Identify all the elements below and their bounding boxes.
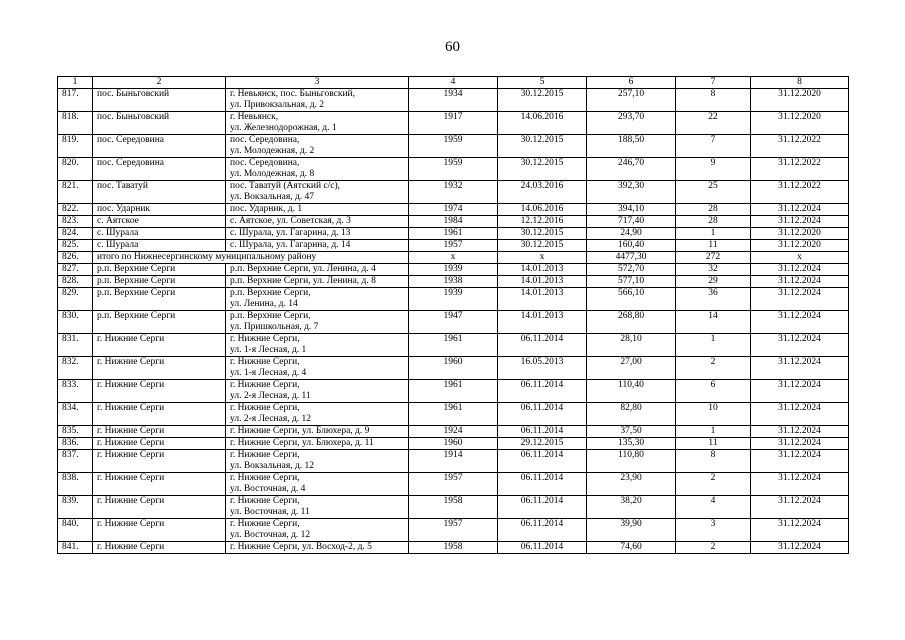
deadline-cell: 31.12.2024 xyxy=(751,311,849,334)
address-line: г. Нижние Серги, xyxy=(230,519,300,529)
people-cell: 29 xyxy=(676,276,751,288)
address-line: г. Нижние Серги, xyxy=(230,334,300,344)
people-cell: 11 xyxy=(676,240,751,252)
address-cell xyxy=(226,403,409,426)
area-cell: 28,10 xyxy=(587,334,676,357)
address-line: г. Нижние Серги, ул. Восход-2, д. 5 xyxy=(230,542,372,552)
area-cell: 110,40 xyxy=(587,380,676,403)
table-row xyxy=(58,496,849,519)
date-cell: 16.05.2013 xyxy=(498,357,587,380)
table-row xyxy=(58,334,849,357)
date-cell: 30.12.2015 xyxy=(498,89,587,112)
table-row xyxy=(58,228,849,240)
address-cell xyxy=(226,311,409,334)
date-cell: 30.12.2015 xyxy=(498,158,587,181)
table-row xyxy=(58,112,849,135)
address-cell xyxy=(226,264,409,276)
row-number: 837. xyxy=(58,450,93,473)
people-cell: 6 xyxy=(676,380,751,403)
table-row xyxy=(58,158,849,181)
people-cell: 1 xyxy=(676,334,751,357)
table-row xyxy=(58,542,849,554)
address-cell xyxy=(226,496,409,519)
deadline-cell: 31.12.2024 xyxy=(751,357,849,380)
row-number: 825. xyxy=(58,240,93,252)
area-cell: 394,10 xyxy=(587,204,676,216)
table-row xyxy=(58,403,849,426)
date-cell: 24.03.2016 xyxy=(498,181,587,204)
address-line: г. Нижние Серги, xyxy=(230,473,300,483)
deadline-cell: 31.12.2020 xyxy=(751,89,849,112)
area-cell: 577,10 xyxy=(587,276,676,288)
date-cell: 14.06.2016 xyxy=(498,204,587,216)
address-line: р.п. Верхние Серги, xyxy=(230,311,311,321)
deadline-cell: 31.12.2020 xyxy=(751,228,849,240)
deadline-cell: 31.12.2024 xyxy=(751,216,849,228)
table-row xyxy=(58,473,849,496)
row-number: 823. xyxy=(58,216,93,228)
people-cell: 1 xyxy=(676,426,751,438)
deadline-cell: 31.12.2022 xyxy=(751,181,849,204)
table-row xyxy=(58,519,849,542)
deadline-cell: 31.12.2024 xyxy=(751,542,849,554)
date-cell: 14.01.2013 xyxy=(498,311,587,334)
table-row xyxy=(58,380,849,403)
area-cell: 4477,30 xyxy=(587,252,676,264)
locality-cell: с. Аятское xyxy=(93,216,226,228)
locality-cell: г. Нижние Серги xyxy=(93,473,226,496)
year-cell: 1957 xyxy=(409,240,498,252)
address-line: ул. 1-я Лесная, д. 1 xyxy=(230,345,307,355)
address-line: г. Нижние Серги, xyxy=(230,403,300,413)
row-number: 836. xyxy=(58,438,93,450)
year-cell: 1974 xyxy=(409,204,498,216)
row-number: 817. xyxy=(58,89,93,112)
address-line: пос. Ударник, д. 1 xyxy=(230,204,303,214)
address-line: ул. Молодежная, д. 8 xyxy=(230,169,315,179)
year-cell: 1939 xyxy=(409,264,498,276)
row-number: 822. xyxy=(58,204,93,216)
total-label: итого по Нижнесергинскому муниципальному району xyxy=(97,252,317,262)
column-header: 2 xyxy=(93,77,226,89)
row-number: 840. xyxy=(58,519,93,542)
locality-cell: г. Нижние Серги xyxy=(93,380,226,403)
locality-cell: г. Нижние Серги xyxy=(93,438,226,450)
address-line: ул. Молодежная, д. 2 xyxy=(230,146,315,156)
area-cell: 566,10 xyxy=(587,288,676,311)
address-line: с. Шурала, ул. Гагарина, д. 14 xyxy=(230,240,351,250)
date-cell: 30.12.2015 xyxy=(498,240,587,252)
area-cell: 74,60 xyxy=(587,542,676,554)
area-cell: 572,70 xyxy=(587,264,676,276)
address-line: ул. Восточная, д. 11 xyxy=(230,507,310,517)
deadline-cell: х xyxy=(751,252,849,264)
table-row xyxy=(58,276,849,288)
date-cell: 14.01.2013 xyxy=(498,276,587,288)
row-number: 820. xyxy=(58,158,93,181)
deadline-cell: 31.12.2024 xyxy=(751,450,849,473)
year-cell: 1984 xyxy=(409,216,498,228)
year-cell: 1924 xyxy=(409,426,498,438)
year-cell: 1961 xyxy=(409,403,498,426)
people-cell: 7 xyxy=(676,135,751,158)
table-row xyxy=(58,204,849,216)
column-header: 3 xyxy=(226,77,409,89)
row-number: 818. xyxy=(58,112,93,135)
address-cell xyxy=(226,228,409,240)
date-cell: 06.11.2014 xyxy=(498,403,587,426)
row-number: 838. xyxy=(58,473,93,496)
date-cell: 06.11.2014 xyxy=(498,426,587,438)
address-line: ул. 1-я Лесная, д. 4 xyxy=(230,368,307,378)
date-cell: 06.11.2014 xyxy=(498,496,587,519)
address-line: г. Нижние Серги, xyxy=(230,496,300,506)
locality-cell: с. Шурала xyxy=(93,240,226,252)
year-cell: 1961 xyxy=(409,380,498,403)
year-cell: 1917 xyxy=(409,112,498,135)
locality-cell: г. Нижние Серги xyxy=(93,542,226,554)
locality-cell: с. Шурала xyxy=(93,228,226,240)
column-header: 6 xyxy=(587,77,676,89)
column-header: 1 xyxy=(58,77,93,89)
year-cell: 1959 xyxy=(409,158,498,181)
locality-cell: г. Нижние Серги xyxy=(93,334,226,357)
year-cell: 1939 xyxy=(409,288,498,311)
address-cell xyxy=(226,112,409,135)
address-cell xyxy=(226,204,409,216)
deadline-cell: 31.12.2024 xyxy=(751,264,849,276)
people-cell: 28 xyxy=(676,204,751,216)
row-number: 821. xyxy=(58,181,93,204)
locality-cell: г. Нижние Серги xyxy=(93,496,226,519)
table-body xyxy=(58,77,849,554)
address-line: пос. Середовина, xyxy=(230,135,300,145)
address-cell xyxy=(226,240,409,252)
address-line: р.п. Верхние Серги, ул. Ленина, д. 4 xyxy=(230,264,376,274)
column-header: 4 xyxy=(409,77,498,89)
row-number: 828. xyxy=(58,276,93,288)
year-cell: 1957 xyxy=(409,473,498,496)
deadline-cell: 31.12.2020 xyxy=(751,240,849,252)
row-number: 835. xyxy=(58,426,93,438)
row-number: 831. xyxy=(58,334,93,357)
year-cell: 1960 xyxy=(409,438,498,450)
address-line: г. Нижние Серги, xyxy=(230,450,300,460)
table-row xyxy=(58,216,849,228)
area-cell: 110,80 xyxy=(587,450,676,473)
address-line: с. Аятское, ул. Советская, д. 3 xyxy=(230,216,351,226)
date-cell: 14.01.2013 xyxy=(498,264,587,276)
address-line: г. Нижние Серги, xyxy=(230,380,300,390)
address-line: пос. Таватуй (Аятский с/с), xyxy=(230,181,341,191)
year-cell: 1938 xyxy=(409,276,498,288)
locality-cell: р.п. Верхние Серги xyxy=(93,288,226,311)
address-line: г. Нижние Серги, ул. Блюхера, д. 11 xyxy=(230,438,374,448)
row-number: 826. xyxy=(58,252,93,264)
address-line: ул. Восточная, д. 4 xyxy=(230,484,306,494)
table-row xyxy=(58,264,849,276)
address-line: ул. 2-я Лесная, д. 11 xyxy=(230,391,311,401)
area-cell: 293,70 xyxy=(587,112,676,135)
address-cell xyxy=(226,357,409,380)
deadline-cell: 31.12.2024 xyxy=(751,276,849,288)
locality-cell: г. Нижние Серги xyxy=(93,403,226,426)
area-cell: 268,80 xyxy=(587,311,676,334)
people-cell: 11 xyxy=(676,438,751,450)
address-line: ул. Вокзальная, д. 12 xyxy=(230,461,315,471)
row-number: 830. xyxy=(58,311,93,334)
area-cell: 27,00 xyxy=(587,357,676,380)
locality-cell: пос. Таватуй xyxy=(93,181,226,204)
table-row xyxy=(58,438,849,450)
deadline-cell: 31.12.2024 xyxy=(751,438,849,450)
date-cell: 30.12.2015 xyxy=(498,228,587,240)
table-header-row xyxy=(58,77,849,89)
address-line: ул. Железнодорожная, д. 1 xyxy=(230,123,337,133)
table-row xyxy=(58,288,849,311)
people-cell: 9 xyxy=(676,158,751,181)
table-row xyxy=(58,426,849,438)
row-number: 833. xyxy=(58,380,93,403)
people-cell: 10 xyxy=(676,403,751,426)
deadline-cell: 31.12.2024 xyxy=(751,426,849,438)
deadline-cell: 31.12.2024 xyxy=(751,473,849,496)
column-header: 7 xyxy=(676,77,751,89)
date-cell: 06.11.2014 xyxy=(498,473,587,496)
deadline-cell: 31.12.2024 xyxy=(751,334,849,357)
address-cell xyxy=(226,216,409,228)
people-cell: 25 xyxy=(676,181,751,204)
area-cell: 135,30 xyxy=(587,438,676,450)
people-cell: 2 xyxy=(676,473,751,496)
address-line: р.п. Верхние Серги, ул. Ленина, д. 8 xyxy=(230,276,376,286)
row-number: 829. xyxy=(58,288,93,311)
address-line: ул. Восточная, д. 12 xyxy=(230,530,311,540)
year-cell: 1958 xyxy=(409,496,498,519)
people-cell: 28 xyxy=(676,216,751,228)
row-number: 824. xyxy=(58,228,93,240)
people-cell: 272 xyxy=(676,252,751,264)
people-cell: 2 xyxy=(676,357,751,380)
locality-cell: р.п. Верхние Серги xyxy=(93,311,226,334)
table-row xyxy=(58,240,849,252)
area-cell: 257,10 xyxy=(587,89,676,112)
locality-cell: р.п. Верхние Серги xyxy=(93,276,226,288)
table-row xyxy=(58,450,849,473)
deadline-cell: 31.12.2022 xyxy=(751,135,849,158)
area-cell: 39,90 xyxy=(587,519,676,542)
locality-cell: г. Нижние Серги xyxy=(93,519,226,542)
date-cell: 06.11.2014 xyxy=(498,334,587,357)
locality-cell: г. Нижние Серги xyxy=(93,357,226,380)
housing-table xyxy=(57,76,849,554)
deadline-cell: 31.12.2022 xyxy=(751,158,849,181)
table-row xyxy=(58,357,849,380)
area-cell: 392,30 xyxy=(587,181,676,204)
column-header: 8 xyxy=(751,77,849,89)
people-cell: 36 xyxy=(676,288,751,311)
area-cell: 188,50 xyxy=(587,135,676,158)
address-line: ул. 2-я Лесная, д. 12 xyxy=(230,414,312,424)
address-cell xyxy=(226,473,409,496)
row-number: 839. xyxy=(58,496,93,519)
address-line: г. Нижние Серги, ул. Блюхера, д. 9 xyxy=(230,426,370,436)
date-cell: 06.11.2014 xyxy=(498,542,587,554)
area-cell: 717,40 xyxy=(587,216,676,228)
year-cell: 1961 xyxy=(409,334,498,357)
locality-cell: р.п. Верхние Серги xyxy=(93,264,226,276)
area-cell: 37,50 xyxy=(587,426,676,438)
date-cell: 14.01.2013 xyxy=(498,288,587,311)
locality-cell: пос. Быньговский xyxy=(93,112,226,135)
area-cell: 23,90 xyxy=(587,473,676,496)
address-cell xyxy=(226,89,409,112)
address-line: г. Невьянск, xyxy=(230,112,279,122)
locality-cell: г. Нижние Серги xyxy=(93,426,226,438)
locality-cell: пос. Середовина xyxy=(93,135,226,158)
address-cell xyxy=(226,158,409,181)
address-line: ул. Пришкольная, д. 7 xyxy=(230,322,319,332)
address-line: ул. Ленина, д. 14 xyxy=(230,299,298,309)
year-cell: 1932 xyxy=(409,181,498,204)
people-cell: 8 xyxy=(676,89,751,112)
date-cell: 30.12.2015 xyxy=(498,135,587,158)
table-row xyxy=(58,252,849,264)
people-cell: 1 xyxy=(676,228,751,240)
row-number: 841. xyxy=(58,542,93,554)
row-number: 832. xyxy=(58,357,93,380)
people-cell: 2 xyxy=(676,542,751,554)
total-cell xyxy=(93,252,409,264)
address-line: г. Нижние Серги, xyxy=(230,357,300,367)
column-header: 5 xyxy=(498,77,587,89)
row-number: 834. xyxy=(58,403,93,426)
year-cell: 1961 xyxy=(409,228,498,240)
address-cell xyxy=(226,438,409,450)
address-line: ул. Привокзальная, д. 2 xyxy=(230,100,325,110)
people-cell: 14 xyxy=(676,311,751,334)
year-cell: 1958 xyxy=(409,542,498,554)
year-cell: 1960 xyxy=(409,357,498,380)
area-cell: 160,40 xyxy=(587,240,676,252)
people-cell: 3 xyxy=(676,519,751,542)
address-line: с. Шурала, ул. Гагарина, д. 13 xyxy=(230,228,351,238)
date-cell: 06.11.2014 xyxy=(498,519,587,542)
table-row xyxy=(58,89,849,112)
deadline-cell: 31.12.2024 xyxy=(751,403,849,426)
address-cell xyxy=(226,426,409,438)
area-cell: 82,80 xyxy=(587,403,676,426)
people-cell: 4 xyxy=(676,496,751,519)
area-cell: 246,70 xyxy=(587,158,676,181)
date-cell: х xyxy=(498,252,587,264)
locality-cell: г. Нижние Серги xyxy=(93,450,226,473)
people-cell: 8 xyxy=(676,450,751,473)
people-cell: 22 xyxy=(676,112,751,135)
year-cell: 1914 xyxy=(409,450,498,473)
table-row xyxy=(58,311,849,334)
address-cell xyxy=(226,334,409,357)
date-cell: 12.12.2016 xyxy=(498,216,587,228)
table-row xyxy=(58,181,849,204)
locality-cell: пос. Быньговский xyxy=(93,89,226,112)
address-line: р.п. Верхние Серги, xyxy=(230,288,311,298)
address-cell xyxy=(226,135,409,158)
date-cell: 06.11.2014 xyxy=(498,380,587,403)
year-cell: 1957 xyxy=(409,519,498,542)
address-cell xyxy=(226,519,409,542)
deadline-cell: 31.12.2020 xyxy=(751,112,849,135)
year-cell: 1947 xyxy=(409,311,498,334)
row-number: 827. xyxy=(58,264,93,276)
address-cell xyxy=(226,450,409,473)
address-line: пос. Середовина, xyxy=(230,158,300,168)
year-cell: 1959 xyxy=(409,135,498,158)
area-cell: 38,20 xyxy=(587,496,676,519)
address-cell xyxy=(226,181,409,204)
address-cell xyxy=(226,276,409,288)
address-cell xyxy=(226,542,409,554)
year-cell: х xyxy=(409,252,498,264)
address-cell xyxy=(226,288,409,311)
deadline-cell: 31.12.2024 xyxy=(751,380,849,403)
address-cell xyxy=(226,380,409,403)
row-number: 819. xyxy=(58,135,93,158)
deadline-cell: 31.12.2024 xyxy=(751,496,849,519)
people-cell: 32 xyxy=(676,264,751,276)
address-line: ул. Вокзальная, д. 47 xyxy=(230,192,315,202)
area-cell: 24,90 xyxy=(587,228,676,240)
page-number: 60 xyxy=(445,39,460,55)
deadline-cell: 31.12.2024 xyxy=(751,519,849,542)
locality-cell: пос. Ударник xyxy=(93,204,226,216)
deadline-cell: 31.12.2024 xyxy=(751,288,849,311)
year-cell: 1934 xyxy=(409,89,498,112)
address-line: г. Невьянск, пос. Быньговский, xyxy=(230,89,356,99)
date-cell: 29.12.2015 xyxy=(498,438,587,450)
deadline-cell: 31.12.2024 xyxy=(751,204,849,216)
date-cell: 06.11.2014 xyxy=(498,450,587,473)
table-row xyxy=(58,135,849,158)
locality-cell: пос. Середовина xyxy=(93,158,226,181)
date-cell: 14.06.2016 xyxy=(498,112,587,135)
